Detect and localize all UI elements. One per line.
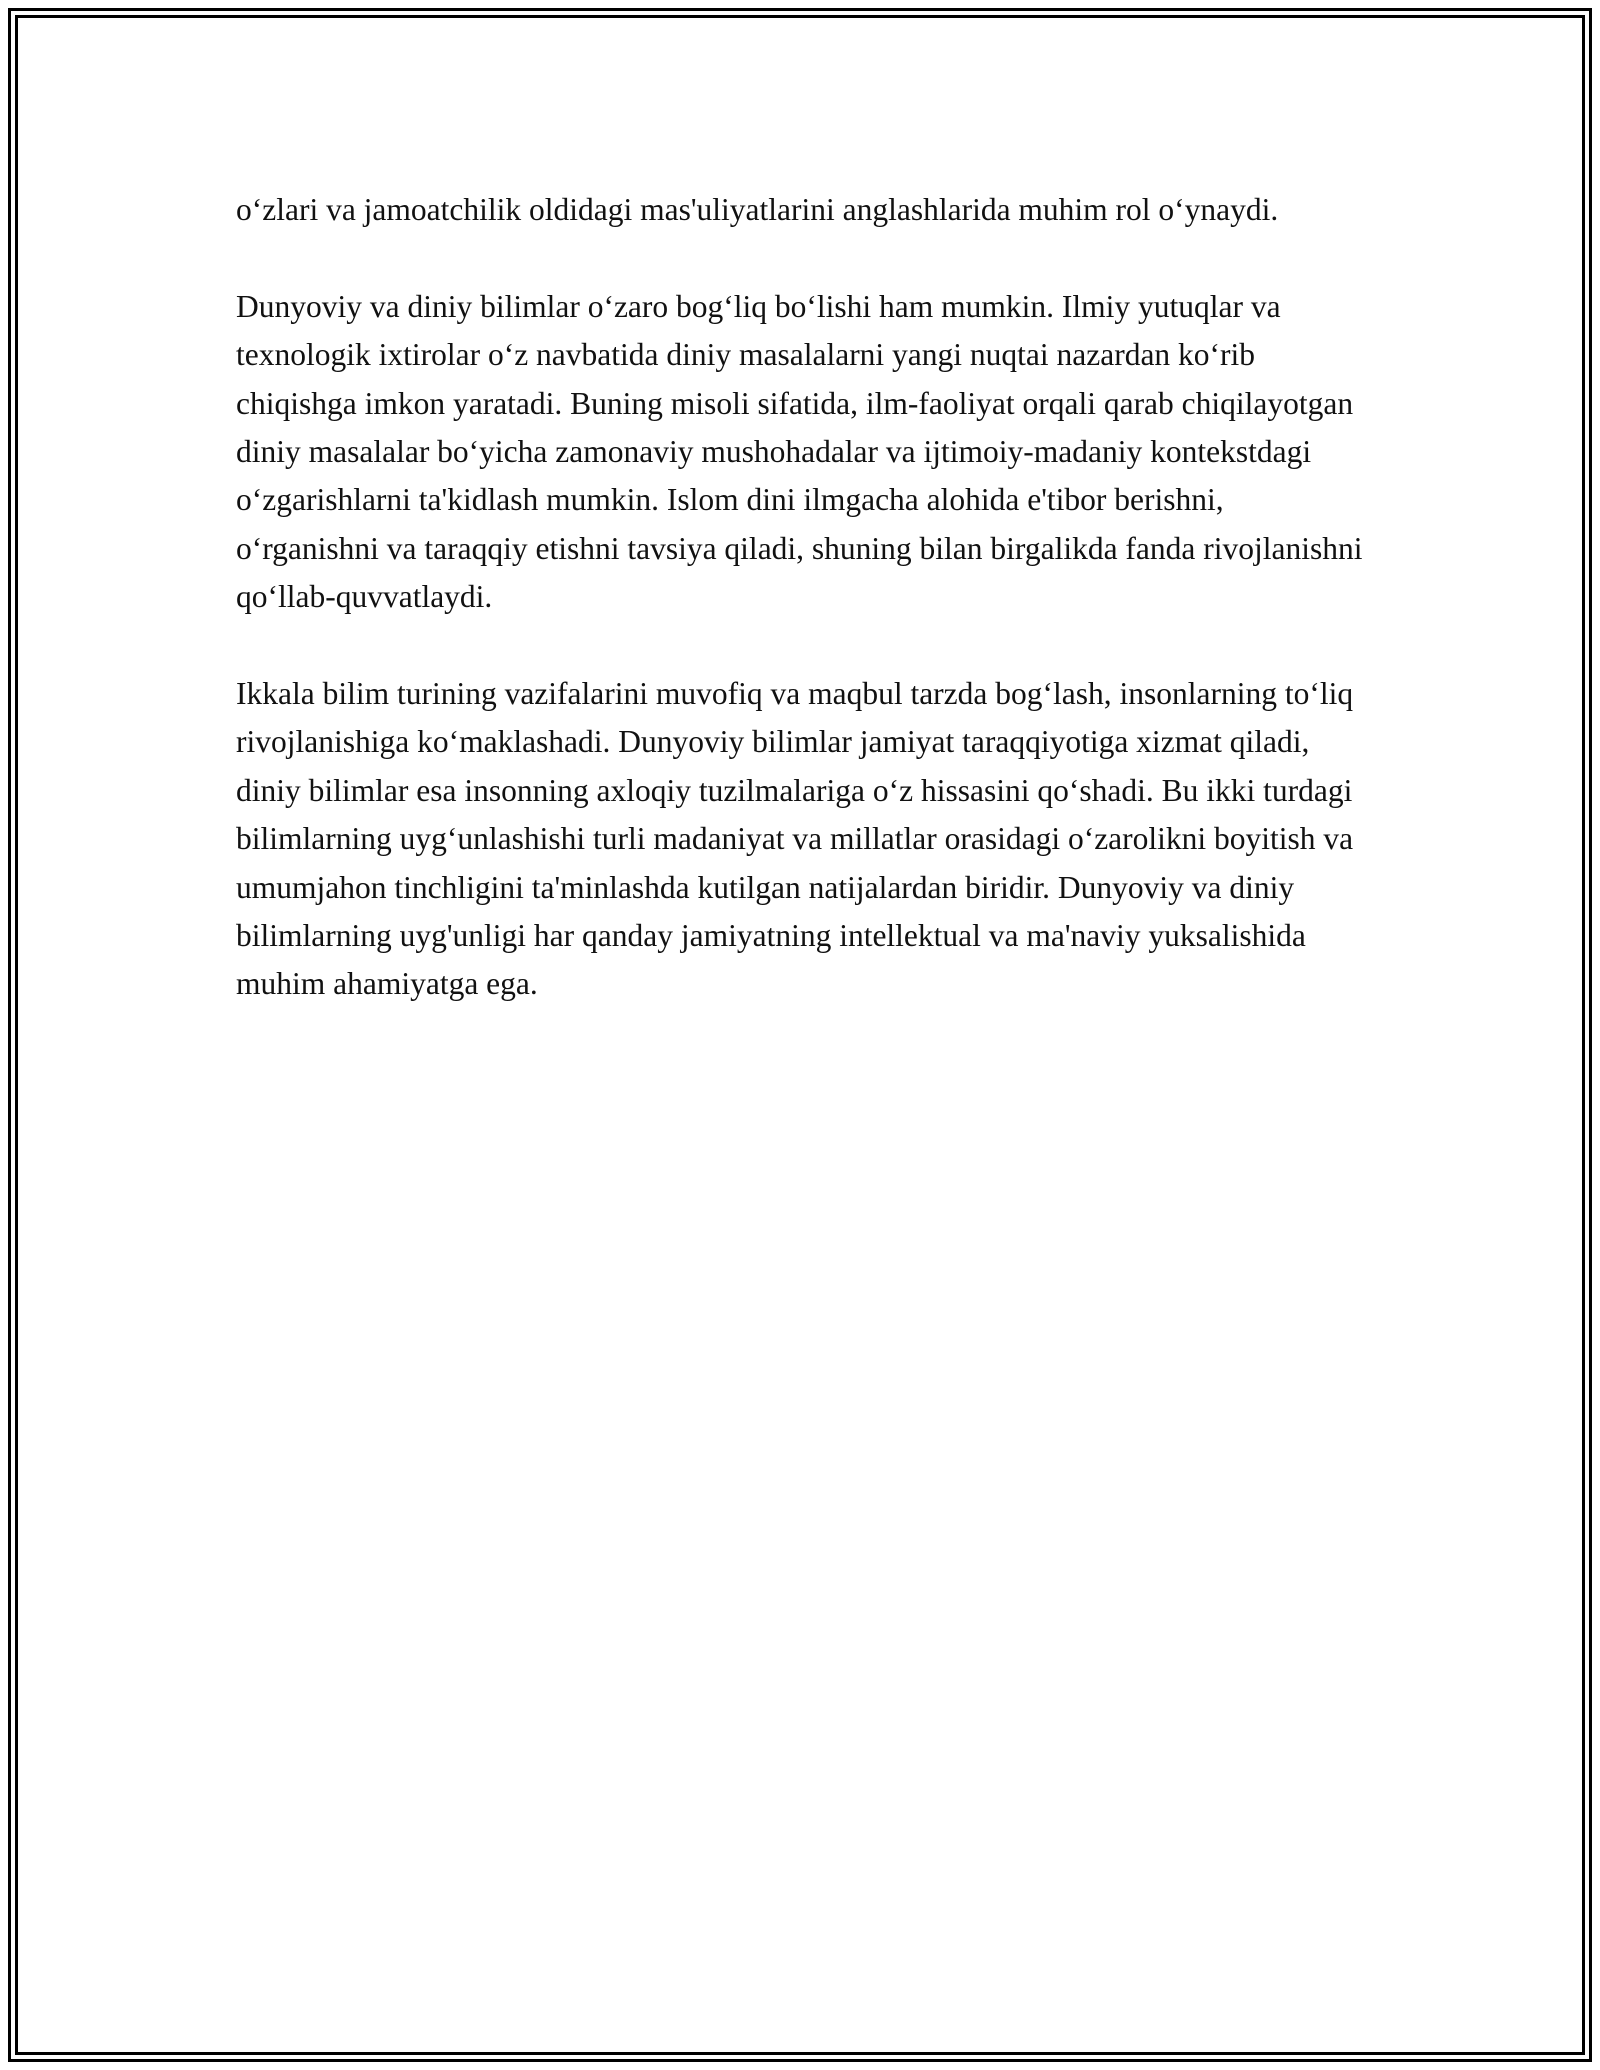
document-body (236, 186, 1366, 1057)
paragraph-3: Ikkala bilim turining vazifalarini muvofiq va maqbul tarzda bog‘lash, insonlarning to‘liq rivojlanishiga ko‘maklashadi. Dunyoviy bilimlar jamiyat taraqqiyotiga xizmat qiladi, diniy bilimlar esa insonning axloqiy tuzilmalariga o‘z hissasini qo‘shadi. Bu ikki turdagi bilimlarning uyg‘unlashishi turli madaniyat va millatlar orasidagi o‘zarolikni boyitish va umumjahon tinchligini ta'minlashda kutilgan natijalardan biridir. Dunyoviy va diniy bilimlarning uyg'unligi har qanday jamiyatning intellektual va ma'naviy yuksalishida muhim ahamiyatga ega. (236, 676, 1354, 1002)
paragraph-2: Dunyoviy va diniy bilimlar o‘zaro bog‘liq bo‘lishi ham mumkin. Ilmiy yutuqlar va texnologik ixtirolar o‘z navbatida diniy masalalarni yangi nuqtai nazardan ko‘rib chiqishga imkon yaratadi. Buning misoli sifatida, ilm-faoliyat orqali qarab chiqilayotgan diniy masalalar bo‘yicha zamonaviy mushohadalar va ijtimoiy-madaniy kontekstdagi o‘zgarishlarni ta'kidlash mumkin. Islom dini ilmgacha alohida e'tibor berishni, o‘rganishni va taraqqiy etishni tavsiya qiladi, shuning bilan birgalikda fanda rivojlanishni qo‘llab-quvvatlaydi. (236, 288, 1363, 615)
paragraph-1: o‘zlari va jamoatchilik oldidagi mas'uliyatlarini anglashlarida muhim rol o‘ynaydi. (236, 192, 1279, 227)
